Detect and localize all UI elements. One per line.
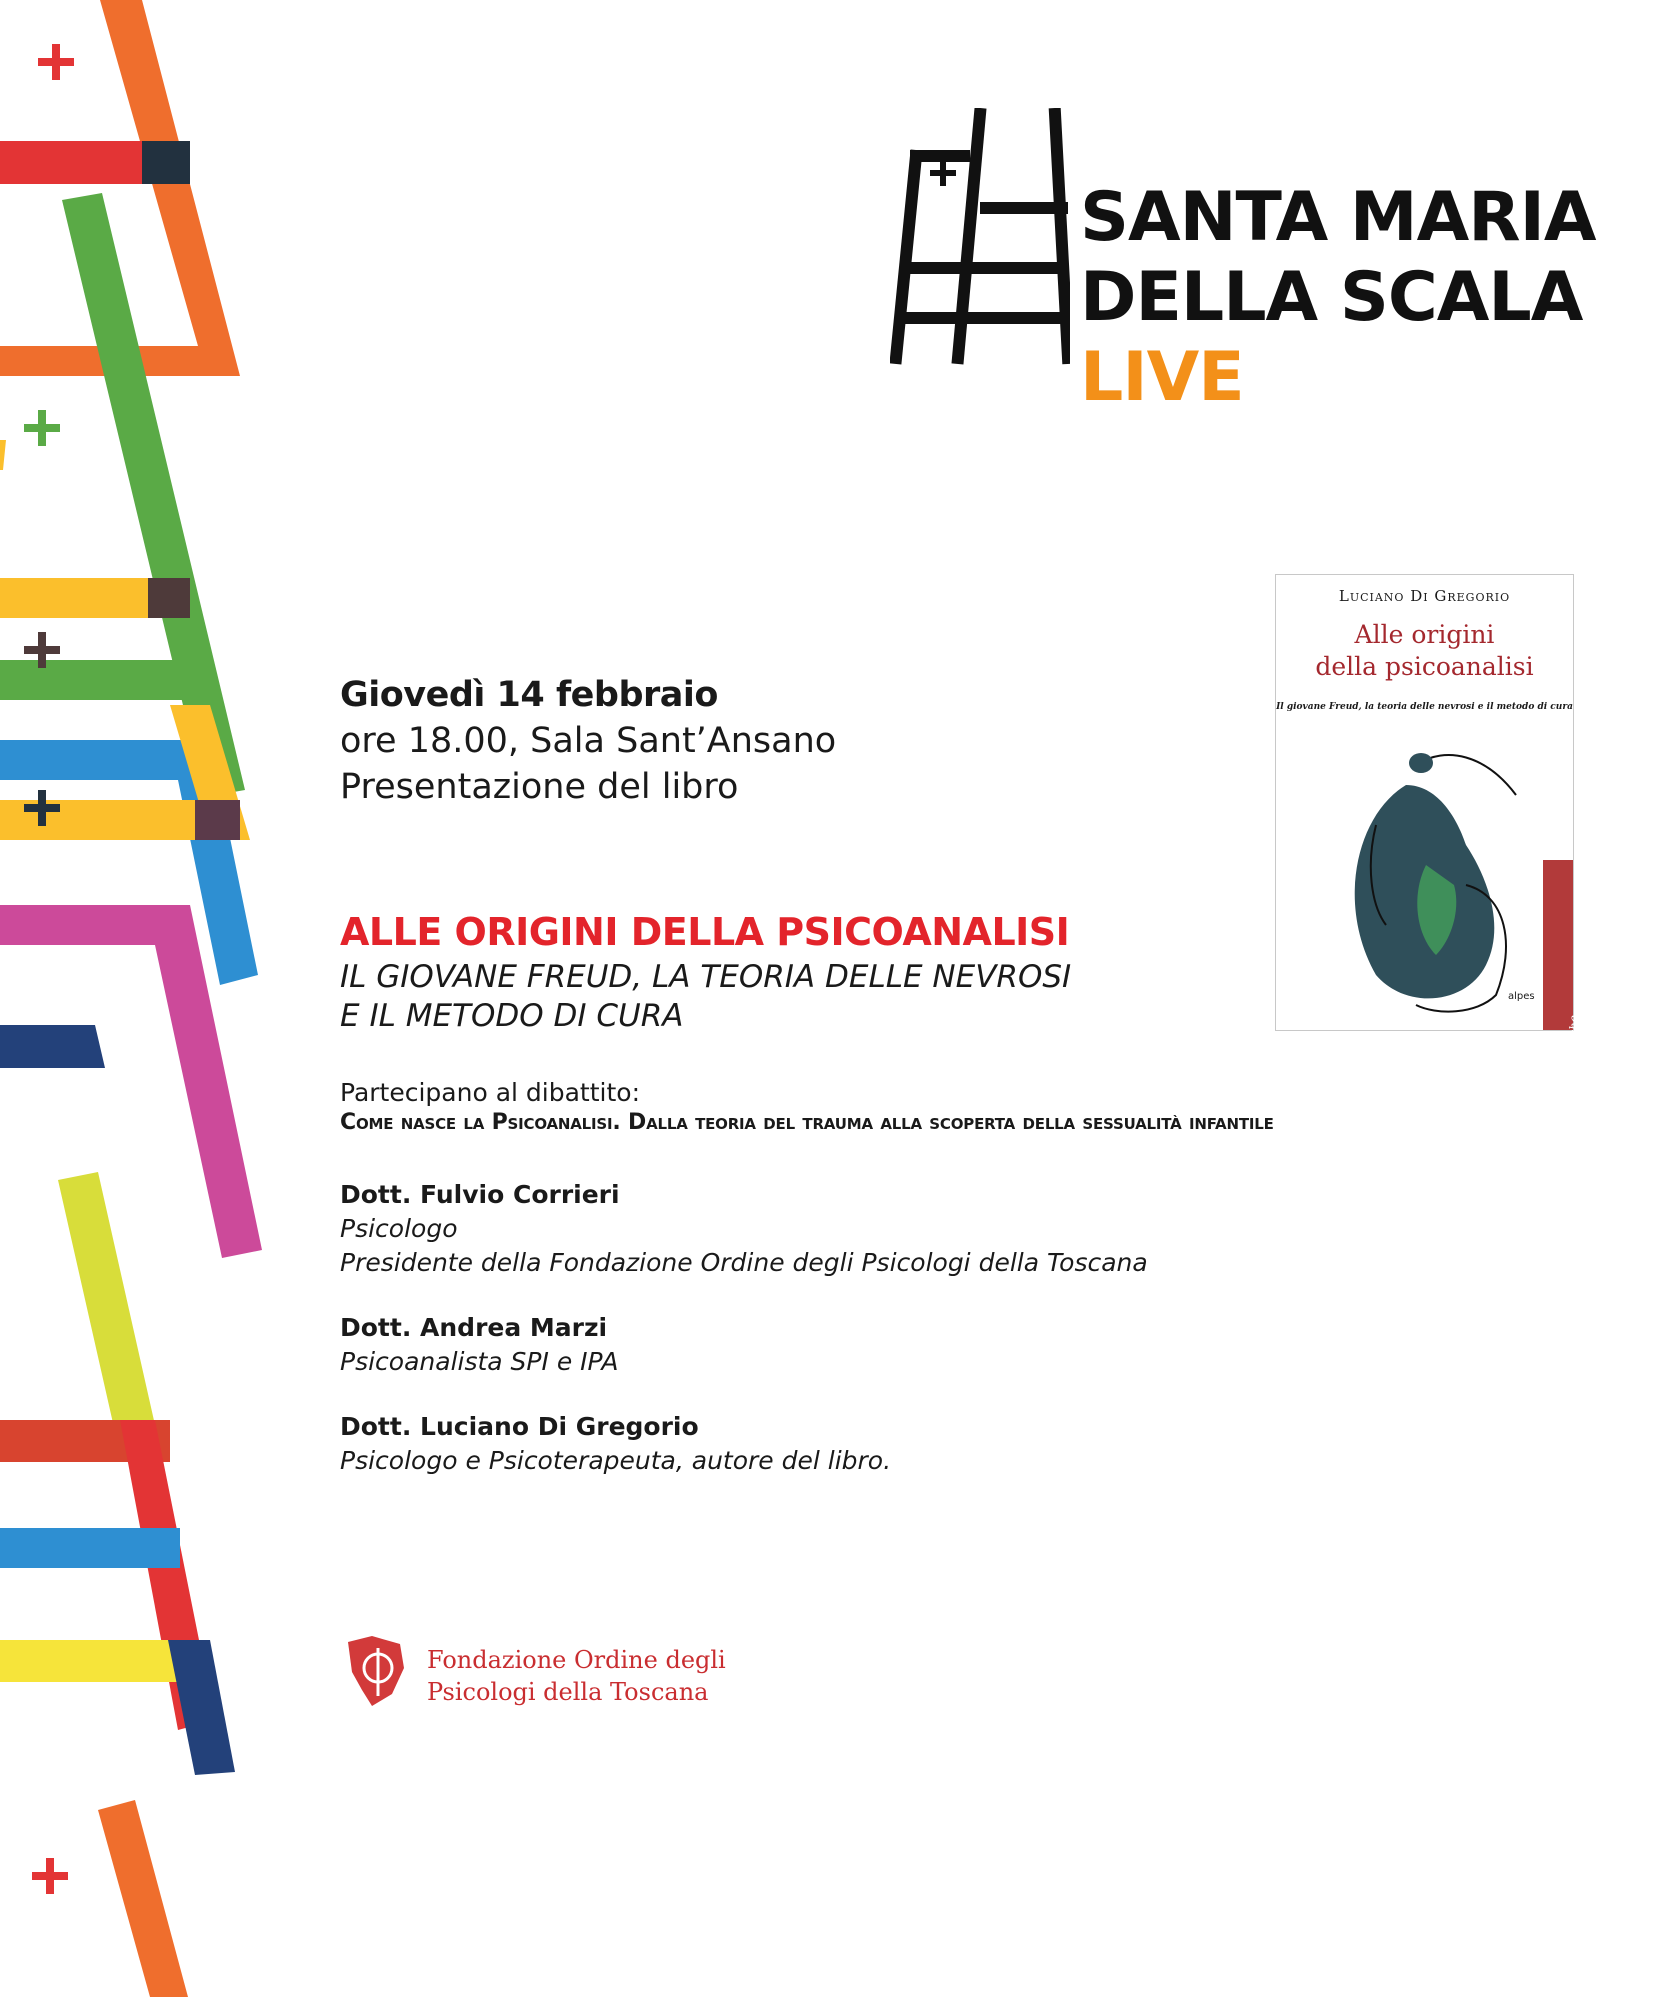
book-cover-image — [1275, 574, 1581, 1149]
speaker-role: Psicologo e Psicoterapeuta, autore del libro. — [340, 1446, 892, 1475]
logo-live: LIVE — [1080, 338, 1244, 417]
book-spine — [1543, 860, 1573, 1030]
debate-section — [340, 1078, 1560, 1138]
speaker — [340, 1178, 1240, 1280]
event-date: Giovedì 14 febbraio — [340, 675, 718, 715]
cross-icon — [38, 44, 74, 80]
logo-line-2: DELLA SCALA — [1080, 258, 1583, 337]
subtitle-line-2: E IL METODO DI CURA — [340, 998, 684, 1034]
debate-intro: Partecipano al dibattito: — [340, 1078, 640, 1107]
event-info — [340, 672, 1240, 810]
book-series: I territori della Psiche — [1567, 1015, 1581, 1149]
footer-organization — [427, 1644, 726, 1708]
footer-line-2: Psicologi della Toscana — [427, 1678, 709, 1706]
debate-topic: Come nasce la Psicoanalisi. Dalla teoria del trauma alla scoperta della sessualità infantile — [340, 1110, 1274, 1135]
speaker-name: Dott. Luciano Di Gregorio — [340, 1412, 699, 1441]
freud-illustration-icon — [1316, 725, 1536, 1015]
book-title-line-1: Alle origini — [1354, 620, 1495, 649]
subtitle-line-1: IL GIOVANE FREUD, LA TEORIA DELLE NEVROSI — [340, 959, 1072, 995]
event-title: ALLE ORIGINI DELLA PSICOANALISI — [340, 910, 1070, 954]
book-author: Luciano Di Gregorio — [1338, 587, 1511, 605]
logo-wordmark — [1080, 178, 1596, 418]
speaker-name: Dott. Fulvio Corrieri — [340, 1180, 620, 1209]
event-time-place: ore 18.00, Sala Sant’Ansano — [340, 721, 837, 761]
book-title — [1276, 619, 1573, 683]
cross-icon — [32, 1858, 68, 1894]
psychologists-foundation-logo-icon — [342, 1632, 412, 1712]
logo-line-1: SANTA MARIA — [1080, 178, 1596, 257]
speaker-role: Psicoanalista SPI e IPA — [340, 1347, 619, 1376]
event-subtitle — [340, 958, 1071, 1036]
ladder-logo-icon — [890, 108, 1070, 368]
speaker-role: Presidente della Fondazione Ordine degli Psicologi della Toscana — [340, 1248, 1148, 1277]
book-publisher: alpes — [1508, 991, 1535, 1002]
book-subtitle: Il giovane Freud, la teoria delle nevrosi e il metodo di cura — [1276, 702, 1573, 712]
event-presentation: Presentazione del libro — [340, 767, 739, 807]
cross-icon — [24, 410, 60, 446]
speaker-name: Dott. Andrea Marzi — [340, 1313, 608, 1342]
footer-line-1: Fondazione Ordine degli — [427, 1646, 726, 1674]
speaker — [340, 1311, 1240, 1379]
speaker — [340, 1410, 1240, 1478]
speaker-list — [340, 1178, 1240, 1509]
book-title-line-2: della psicoanalisi — [1315, 652, 1534, 681]
speaker-role: Psicologo — [340, 1214, 458, 1243]
